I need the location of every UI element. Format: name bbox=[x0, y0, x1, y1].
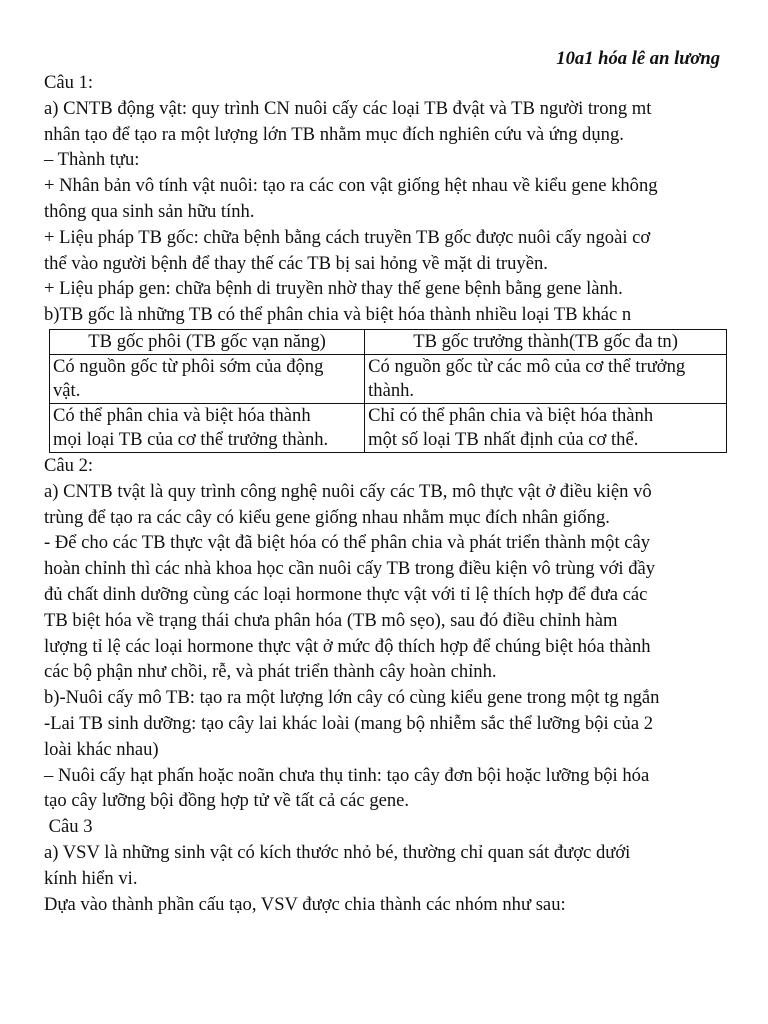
table-header-cell: TB gốc trưởng thành(TB gốc đa tn) bbox=[365, 329, 727, 354]
paragraph-line: lượng tỉ lệ các loại hormone thực vật ở mức độ thích hợp để chúng biệt hóa thành bbox=[44, 635, 651, 657]
cell-line: vật. bbox=[53, 379, 81, 401]
paragraph-line: thông qua sinh sản hữu tính. bbox=[44, 200, 255, 222]
paragraph-line: + Liệu pháp TB gốc: chữa bệnh bằng cách truyền TB gốc được nuôi cấy ngoài cơ bbox=[44, 226, 651, 248]
table-cell bbox=[365, 403, 727, 452]
document-content bbox=[44, 70, 734, 917]
table-cell bbox=[50, 403, 365, 452]
cell-line: Có thể phân chia và biệt hóa thành bbox=[53, 404, 311, 426]
paragraph-line: các bộ phận như chồi, rễ, và phát triển thành cây hoàn chỉnh. bbox=[44, 661, 497, 683]
table-header-row bbox=[50, 329, 727, 354]
paragraph-line: hoàn chỉnh thì các nhà khoa học cần nuôi cấy TB trong điều kiện vô trùng với đầy bbox=[44, 558, 656, 580]
paragraph-line: -Lai TB sinh dưỡng: tạo cây lai khác loài (mang bộ nhiễm sắc thể lưỡng bội của 2 bbox=[44, 712, 654, 734]
paragraph-line: a) CNTB tvật là quy trình công nghệ nuôi cấy các TB, mô thực vật ở điều kiện vô bbox=[44, 480, 652, 502]
cell-line: một số loại TB nhất định của cơ thể. bbox=[368, 428, 639, 450]
table-row bbox=[50, 403, 727, 452]
cell-line: Chỉ có thể phân chia và biệt hóa thành bbox=[368, 404, 654, 426]
paragraph-line: – Thành tựu: bbox=[44, 149, 140, 171]
paragraph-line: trùng để tạo ra các cây có kiểu gene giống nhau nhằm mục đích nhân giống. bbox=[44, 506, 610, 528]
paragraph-line: TB biệt hóa về trạng thái chưa phân hóa (TB mô sẹo), sau đó điều chỉnh hàm bbox=[44, 609, 618, 631]
paragraph-line: – Nuôi cấy hạt phấn hoặc noãn chưa thụ tinh: tạo cây đơn bội hoặc lưỡng bội hóa bbox=[44, 764, 650, 786]
table-header-cell: TB gốc phôi (TB gốc vạn năng) bbox=[50, 329, 365, 354]
section-2-heading: Câu 2: bbox=[44, 454, 94, 476]
cell-line: mọi loại TB của cơ thể trưởng thành. bbox=[53, 428, 329, 450]
section-1-body bbox=[44, 96, 734, 328]
paragraph-line: b)TB gốc là những TB có thể phân chia và biệt hóa thành nhiều loại TB khác n bbox=[44, 304, 632, 326]
paragraph-line: + Liệu pháp gen: chữa bệnh di truyền nhờ thay thế gene bệnh bằng gene lành. bbox=[44, 278, 623, 300]
section-1-heading: Câu 1: bbox=[44, 72, 94, 93]
paragraph-line: đủ chất dinh dưỡng cùng các loại hormone thực vật với tỉ lệ thích hợp để đưa các bbox=[44, 583, 648, 605]
paragraph-line: tạo cây lưỡng bội đồng hợp tử về tất cả các gene. bbox=[44, 790, 410, 812]
paragraph-line: nhân tạo để tạo ra một lượng lớn TB nhằm mục đích nghiên cứu và ứng dụng. bbox=[44, 123, 624, 145]
paragraph-line: a) VSV là những sinh vật có kích thước nhỏ bé, thường chỉ quan sát được dưới bbox=[44, 841, 631, 863]
paragraph-line: Dựa vào thành phần cấu tạo, VSV được chia thành các nhóm như sau: bbox=[44, 893, 566, 915]
paragraph-line: + Nhân bản vô tính vật nuôi: tạo ra các con vật giống hệt nhau về kiểu gene không bbox=[44, 175, 658, 197]
stem-cell-comparison-table bbox=[49, 329, 727, 453]
paragraph-line: loài khác nhau) bbox=[44, 738, 159, 760]
section-3-heading: Câu 3 bbox=[44, 816, 93, 838]
section-3-body bbox=[44, 840, 734, 917]
author-header: 10a1 hóa lê an lương bbox=[556, 48, 720, 69]
section-2-body bbox=[44, 479, 734, 814]
table-cell bbox=[365, 354, 727, 403]
paragraph-line: b)-Nuôi cấy mô TB: tạo ra một lượng lớn cây có cùng kiểu gene trong một tg ngắn bbox=[44, 687, 660, 709]
table-row bbox=[50, 354, 727, 403]
paragraph-line: kính hiển vi. bbox=[44, 867, 138, 889]
cell-line: Có nguồn gốc từ phôi sớm của động bbox=[53, 355, 324, 377]
cell-line: Có nguồn gốc từ các mô của cơ thể trưởng bbox=[368, 355, 686, 377]
paragraph-line: thể vào người bệnh để thay thế các TB bị sai hỏng về mặt di truyền. bbox=[44, 252, 548, 274]
table-cell bbox=[50, 354, 365, 403]
paragraph-line: a) CNTB động vật: quy trình CN nuôi cấy các loại TB đvật và TB người trong mt bbox=[44, 97, 652, 119]
paragraph-line: - Để cho các TB thực vật đã biệt hóa có thể phân chia và phát triển thành một cây bbox=[44, 532, 651, 554]
cell-line: thành. bbox=[368, 379, 415, 401]
